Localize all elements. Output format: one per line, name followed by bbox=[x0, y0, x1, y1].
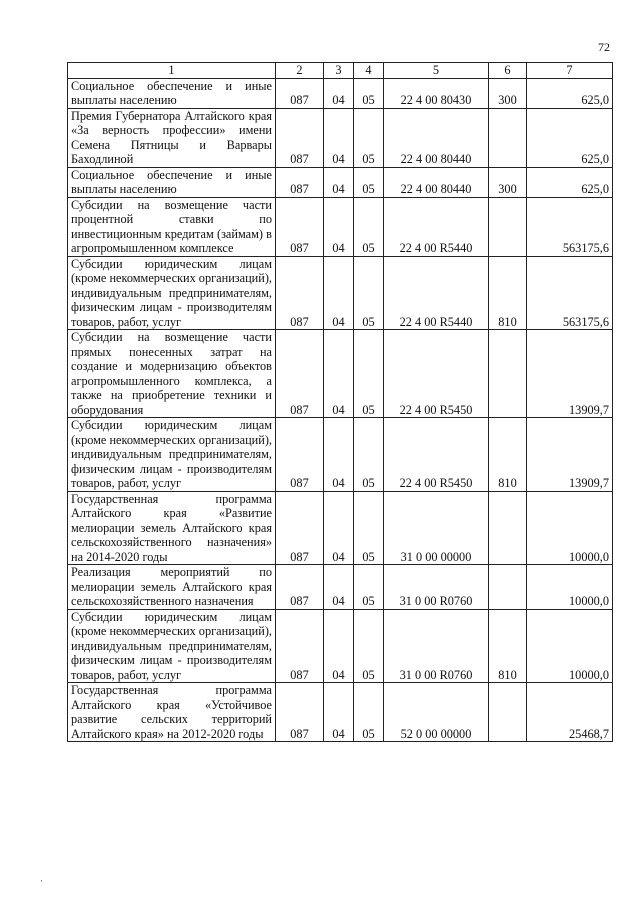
table-row bbox=[68, 256, 613, 330]
row-name: Субсидии на возмещение части процентной ставки по инвестиционным кредитам (займам) в агропромышленном комплексе bbox=[68, 197, 276, 256]
amount: 13909,7 bbox=[527, 418, 613, 492]
target-article-code: 22 4 00 80440 bbox=[384, 167, 489, 197]
page-number: 72 bbox=[598, 40, 610, 54]
row-name: Реализация мероприятий по мелиорации земель Алтайского края сельскохозяйственного назначения bbox=[68, 565, 276, 610]
section-code: 04 bbox=[324, 108, 354, 167]
target-article-code: 31 0 00 R0760 bbox=[384, 565, 489, 610]
expense-type-code: 810 bbox=[489, 609, 527, 683]
row-name: Социальное обеспечение и иные выплаты населению bbox=[68, 78, 276, 108]
target-article-code: 31 0 00 R0760 bbox=[384, 609, 489, 683]
subsection-code: 05 bbox=[354, 108, 384, 167]
amount: 25468,7 bbox=[527, 683, 613, 742]
ministry-code: 087 bbox=[276, 197, 324, 256]
target-article-code: 22 4 00 R5450 bbox=[384, 418, 489, 492]
section-code: 04 bbox=[324, 683, 354, 742]
subsection-code: 05 bbox=[354, 491, 384, 565]
column-header: 1 bbox=[68, 63, 276, 79]
table-row bbox=[68, 609, 613, 683]
target-article-code: 52 0 00 00000 bbox=[384, 683, 489, 742]
section-code: 04 bbox=[324, 167, 354, 197]
section-code: 04 bbox=[324, 491, 354, 565]
amount: 10000,0 bbox=[527, 565, 613, 610]
target-article-code: 22 4 00 R5440 bbox=[384, 256, 489, 330]
subsection-code: 05 bbox=[354, 78, 384, 108]
table-row bbox=[68, 330, 613, 418]
row-name: Субсидии на возмещение части прямых понесенных затрат на создание и модернизацию объектов агропромышленного комплекса, а также на приобретение техники и оборудования bbox=[68, 330, 276, 418]
subsection-code: 05 bbox=[354, 683, 384, 742]
row-name: Социальное обеспечение и иные выплаты населению bbox=[68, 167, 276, 197]
subsection-code: 05 bbox=[354, 609, 384, 683]
ministry-code: 087 bbox=[276, 418, 324, 492]
target-article-code: 22 4 00 R5450 bbox=[384, 330, 489, 418]
amount: 625,0 bbox=[527, 108, 613, 167]
expense-type-code bbox=[489, 565, 527, 610]
table-header-row bbox=[68, 63, 613, 79]
column-header: 6 bbox=[489, 63, 527, 79]
section-code: 04 bbox=[324, 197, 354, 256]
subsection-code: 05 bbox=[354, 565, 384, 610]
expense-type-code: 810 bbox=[489, 418, 527, 492]
target-article-code: 22 4 00 80440 bbox=[384, 108, 489, 167]
table-row bbox=[68, 197, 613, 256]
section-code: 04 bbox=[324, 78, 354, 108]
ministry-code: 087 bbox=[276, 108, 324, 167]
subsection-code: 05 bbox=[354, 197, 384, 256]
table-row bbox=[68, 565, 613, 610]
amount: 625,0 bbox=[527, 78, 613, 108]
section-code: 04 bbox=[324, 418, 354, 492]
amount: 10000,0 bbox=[527, 609, 613, 683]
table-row bbox=[68, 108, 613, 167]
expense-type-code: 810 bbox=[489, 256, 527, 330]
table-row bbox=[68, 167, 613, 197]
ministry-code: 087 bbox=[276, 683, 324, 742]
expense-type-code bbox=[489, 330, 527, 418]
column-header: 7 bbox=[527, 63, 613, 79]
subsection-code: 05 bbox=[354, 256, 384, 330]
ministry-code: 087 bbox=[276, 491, 324, 565]
column-header: 2 bbox=[276, 63, 324, 79]
section-code: 04 bbox=[324, 330, 354, 418]
target-article-code: 22 4 00 80430 bbox=[384, 78, 489, 108]
section-code: 04 bbox=[324, 609, 354, 683]
ministry-code: 087 bbox=[276, 256, 324, 330]
amount: 563175,6 bbox=[527, 256, 613, 330]
row-name: Субсидии юридическим лицам (кроме некоммерческих организаций), индивидуальным предпринимателям, физическим лицам - производителям товаров, работ, услуг bbox=[68, 256, 276, 330]
row-name: Государственная программа Алтайского края «Устойчивое развитие сельских территорий Алтайского края» на 2012-2020 годы bbox=[68, 683, 276, 742]
column-header: 5 bbox=[384, 63, 489, 79]
section-code: 04 bbox=[324, 256, 354, 330]
column-header: 4 bbox=[354, 63, 384, 79]
expense-type-code bbox=[489, 491, 527, 565]
amount: 13909,7 bbox=[527, 330, 613, 418]
ministry-code: 087 bbox=[276, 565, 324, 610]
subsection-code: 05 bbox=[354, 330, 384, 418]
section-code: 04 bbox=[324, 565, 354, 610]
table-row bbox=[68, 78, 613, 108]
amount: 625,0 bbox=[527, 167, 613, 197]
table-row bbox=[68, 418, 613, 492]
row-name: Премия Губернатора Алтайского края «За верность профессии» имени Семена Пятницы и Варвары Баходлиной bbox=[68, 108, 276, 167]
row-name: Субсидии юридическим лицам (кроме некоммерческих организаций), индивидуальным предпринимателям, физическим лицам - производителям товаров, работ, услуг bbox=[68, 418, 276, 492]
expense-type-code: 300 bbox=[489, 167, 527, 197]
expense-type-code: 300 bbox=[489, 78, 527, 108]
ministry-code: 087 bbox=[276, 167, 324, 197]
expense-type-code bbox=[489, 108, 527, 167]
ministry-code: 087 bbox=[276, 78, 324, 108]
subsection-code: 05 bbox=[354, 418, 384, 492]
table-row bbox=[68, 683, 613, 742]
ministry-code: 087 bbox=[276, 609, 324, 683]
row-name: Государственная программа Алтайского края «Развитие мелиорации земель Алтайского края сельскохозяйственного назначения» на 2014-2020 годы bbox=[68, 491, 276, 565]
amount: 10000,0 bbox=[527, 491, 613, 565]
ministry-code: 087 bbox=[276, 330, 324, 418]
scan-speck: · bbox=[40, 876, 43, 886]
amount: 563175,6 bbox=[527, 197, 613, 256]
table-row bbox=[68, 491, 613, 565]
subsection-code: 05 bbox=[354, 167, 384, 197]
column-header: 3 bbox=[324, 63, 354, 79]
expense-type-code bbox=[489, 683, 527, 742]
row-name: Субсидии юридическим лицам (кроме некоммерческих организаций), индивидуальным предпринимателям, физическим лицам - производителям товаров, работ, услуг bbox=[68, 609, 276, 683]
target-article-code: 31 0 00 00000 bbox=[384, 491, 489, 565]
expense-type-code bbox=[489, 197, 527, 256]
budget-table bbox=[67, 62, 613, 742]
target-article-code: 22 4 00 R5440 bbox=[384, 197, 489, 256]
